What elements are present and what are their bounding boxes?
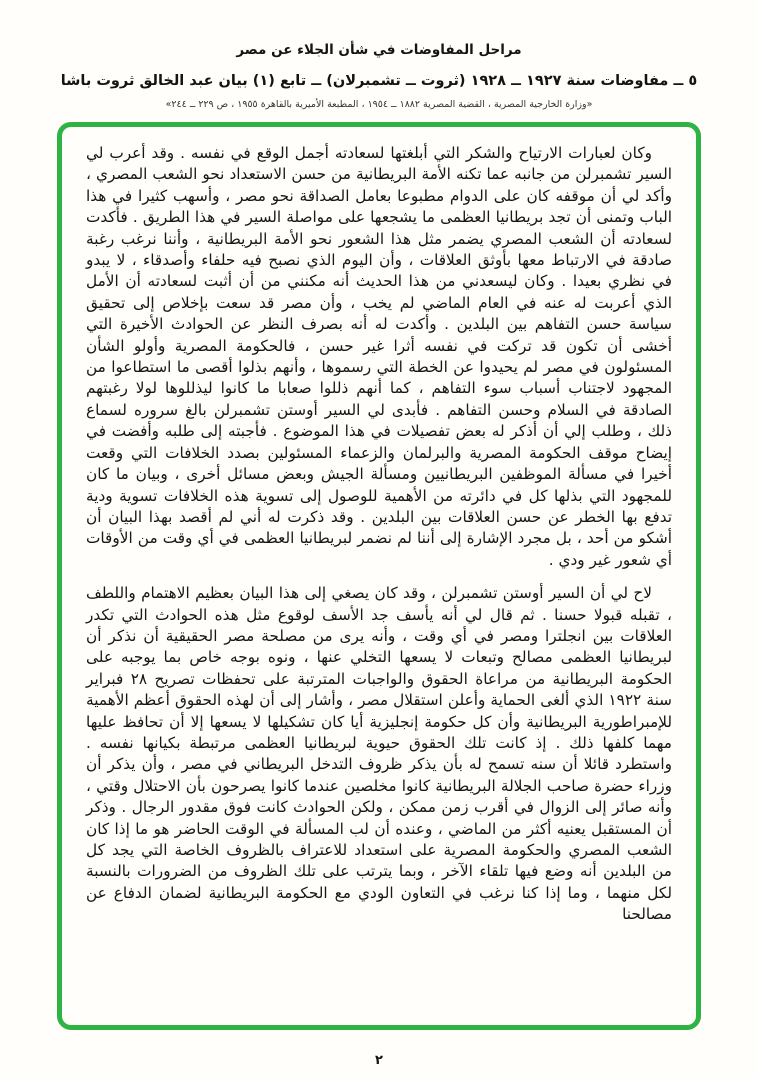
document-subtitle: ٥ ــ مفاوضات سنة ١٩٢٧ ــ ١٩٢٨ (ثروت ــ تشمبرلان) ــ تابع (١) بيان عبد الخالق ثروت باشا [60,73,698,89]
document-title: مراحل المفاوضات في شأن الجلاء عن مصر [236,42,522,58]
text-frame [57,122,701,1030]
body-paragraph: وكان لعبارات الارتياح والشكر التي أبلغتها لسعادته أجمل الوقع في نفسه . وقد أعرب لي السير تشمبرلن من جانبه عما تكنه الأمة البريطانية من حسن الاستعداد نحو الشعب المصري ، وأكد لي أن موقفه كان على الدوام مطبوعا بعامل الصداقة نحو مصر ، وأسهب كثيرا في هذا الباب وتمنى أن تجد بريطانيا العظمى ما يشجعها على مواصلة السير في هذا الطريق . فأكدت لسعادته أن الشعب المصري يضمر مثل هذا الشعور نحو الأمة البريطانية ، وأننا نرغب رغبة صادقة في الارتباط معها بأوثق العلاقات ، وأن اليوم الذي نصبح فيه حلفاء وأصدقاء ، لا يبدو في نظري بعيدا . وكان ليسعدني من هذا الحديث أنه مكنني من أن أثبت لسعادته أن الأمل الذي أعربت له عنه في العام الماضي لم يخب ، وأن مصر قد سعت بإخلاص إلى تحقيق سياسة حسن التفاهم بين البلدين . وأكدت له أنه بصرف النظر عن الحوادث الأخيرة التي أخشى أن تكون قد تركت في نفسه أثرا غير حسن ، فالحكومة المصرية وأولو الشأن المسئولون في مصر لم يحيدوا عن الخطة التي رسموها ، وأنهم بذلوا أقصى ما استطاعوا من المجهود لاجتناب أسباب سوء التفاهم ، كما أنهم ذللوا صعابا ما كانوا ليذللوها لولا رغبتهم الصادقة في السلام وحسن التفاهم . فأبدى لي السير أوستن تشمبرلن بالغ سروره لسماع ذلك ، وطلب إلي أن أذكر له بعض تفصيلات في هذا الموضوع . فأجبته إلى طلبه وأفضت في إيضاح موقف الحكومة المصرية والبرلمان والزعماء المسئولين بصدد الخلافات التي وقعت أخيرا في مسألة الموظفين البريطانيين ومسألة الجيش وبعض مسائل أخرى ، وبيان ما كان للمجهود التي بذلها كل في دائرته من الأهمية للوصول إلى تسوية هذه الخلافات تسوية ودية تدفع بها الخطر عن حسن العلاقات بين البلدين . وقد ذكرت له أني لم أقصد بهذا البيان أن أشكو من أحد ، بل مجرد الإشارة إلى أننا لم نضمر لبريطانيا العظمى في أي وقت من الأوقات أي شعور غير ودي . [86,144,672,569]
page-number: ٢ [375,1053,383,1068]
body-paragraph: لاح لي أن السير أوستن تشمبرلن ، وقد كان يصغي إلى هذا البيان بعظيم الاهتمام واللطف ، تقبله قبولا حسنا . ثم قال لي أنه يأسف جد الأسف لوقوع مثل هذه الحوادث التي تكدر العلاقات بين انجلترا ومصر في أي وقت ، وأنه يرى من مصلحة مصر الحقيقية أن نذكر أن لبريطانيا العظمى مصالح وتبعات لا يسعها التخلي عنها ، ونوه بوجه خاص بما يوجبه على الحكومة البريطانية من مراعاة الحقوق والواجبات المترتبة على تحفظات تصريح ٢٨ فبراير سنة ١٩٢٢ الذي ألغى الحماية وأعلن استقلال مصر ، وأشار إلى أن لهذه الحقوق أعظم الأهمية للإمبراطورية البريطانية وأن كل حكومة إنجليزية أيا كان تشكيلها لا يسعها إلا أن تحافظ عليها مهما كلفها ذلك . إذ كانت تلك الحقوق حيوية لبريطانيا العظمى مرتبطة بكيانها نفسه . واستطرد قائلا أن سنه تسمح له بأن يذكر ظروف التدخل البريطاني في مصر ، وأن يذكر أن وزراء حضرة صاحب الجلالة البريطانية كانوا مخلصين عندما كانوا يصرحون بأن الاحتلال وقتي ، وأنه صائر إلى الزوال في أقرب زمن ممكن ، ولكن الحوادث كانت فوق مقدور الرجال . وذكر أن المستقبل يعنيه أكثر من الماضي ، وعنده أن لب المسألة في الوقت الحاضر هو ما إذا كان الشعب المصري والحكومة المصرية على استعداد للاعتراف بالظروف الخاصة التي يجد كل من البلدين أنه وضع فيها تلقاء الآخر ، وبما يترتب على تلك الظروف من الضرورات بالنسبة لكل منهما ، وما إذا كنا نرغب في التعاون الودي مع الحكومة البريطانية لضمان الدفاع عن مصالحنا [86,584,673,924]
document-header [0,0,758,110]
source-citation: «وزارة الخارجية المصرية ، القضية المصرية ١٨٨٢ ــ ١٩٥٤ ، المطبعة الأميرية بالقاهرة ١٩٥٥ ، ص ٢٢٩ ــ ٢٤٤» [165,99,593,110]
